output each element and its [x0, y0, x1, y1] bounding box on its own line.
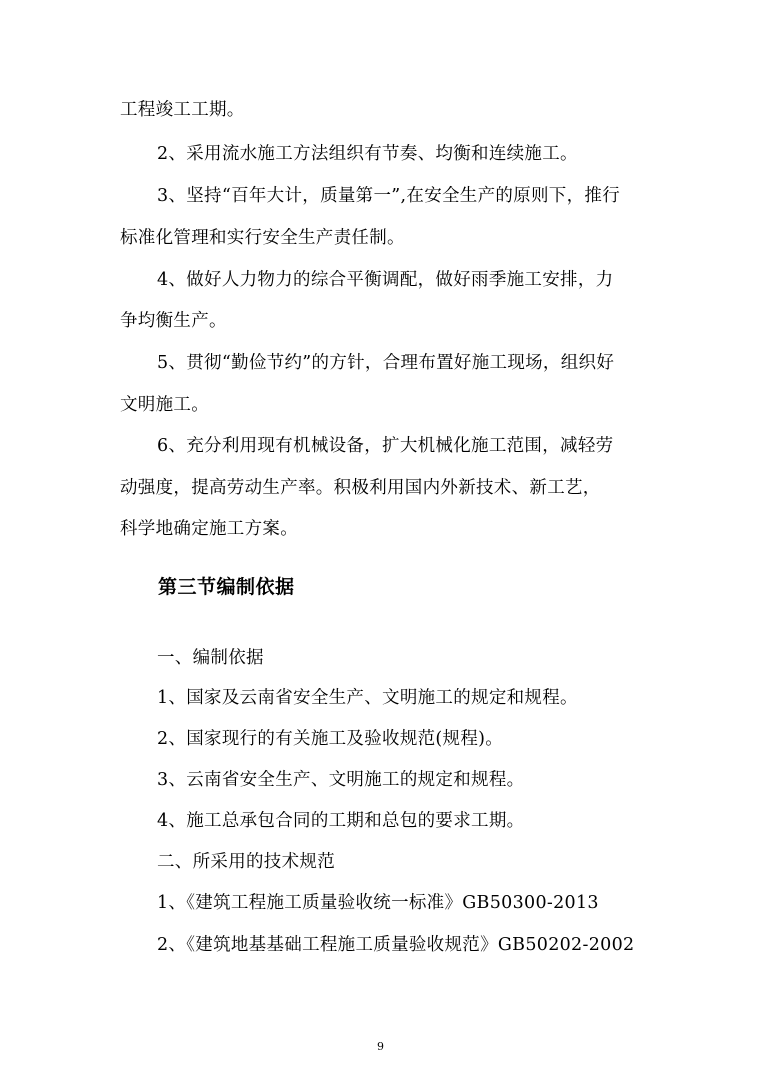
list-item: 3、云南省安全生产、文明施工的规定和规程。: [157, 770, 525, 790]
list-item: 4、施工总承包合同的工期和总包的要求工期。: [157, 811, 525, 831]
subsection-heading: 二、所采用的技术规范: [157, 852, 335, 872]
text-line: 工程竣工工期。: [120, 100, 245, 120]
text-line: 争均衡生产。: [120, 311, 227, 331]
text-line: 3、坚持“百年大计，质量第一”,在安全生产的原则下，推行: [157, 186, 620, 206]
text-line: 5、贯彻“勤俭节约”的方针，合理布置好施工现场，组织好: [157, 353, 615, 373]
list-item: 1、《建筑工程施工质量验收统一标准》GB50300-2013: [157, 893, 599, 913]
list-item: 2、《建筑地基基础工程施工质量验收规范》GB50202-2002: [157, 935, 635, 955]
list-item: 1、国家及云南省安全生产、文明施工的规定和规程。: [157, 688, 578, 708]
subsection-heading: 一、编制依据: [157, 648, 264, 668]
section-title: 第三节编制依据: [158, 576, 295, 598]
text-line: 4、做好人力物力的综合平衡调配，做好雨季施工安排，力: [157, 270, 614, 290]
list-item: 2、国家现行的有关施工及验收规范(规程)。: [157, 729, 504, 749]
page-number: 9: [377, 1040, 384, 1053]
text-line: 科学地确定施工方案。: [120, 519, 298, 539]
text-line: 文明施工。: [120, 395, 209, 415]
text-line: 6、充分利用现有机械设备，扩大机械化施工范围，减轻劳: [157, 436, 614, 456]
text-line: 动强度，提高劳动生产率。积极利用国内外新技术、新工艺，: [120, 478, 601, 498]
text-line: 标准化管理和实行安全生产责任制。: [120, 228, 405, 248]
text-line: 2、采用流水施工方法组织有节奏、均衡和连续施工。: [157, 144, 578, 164]
